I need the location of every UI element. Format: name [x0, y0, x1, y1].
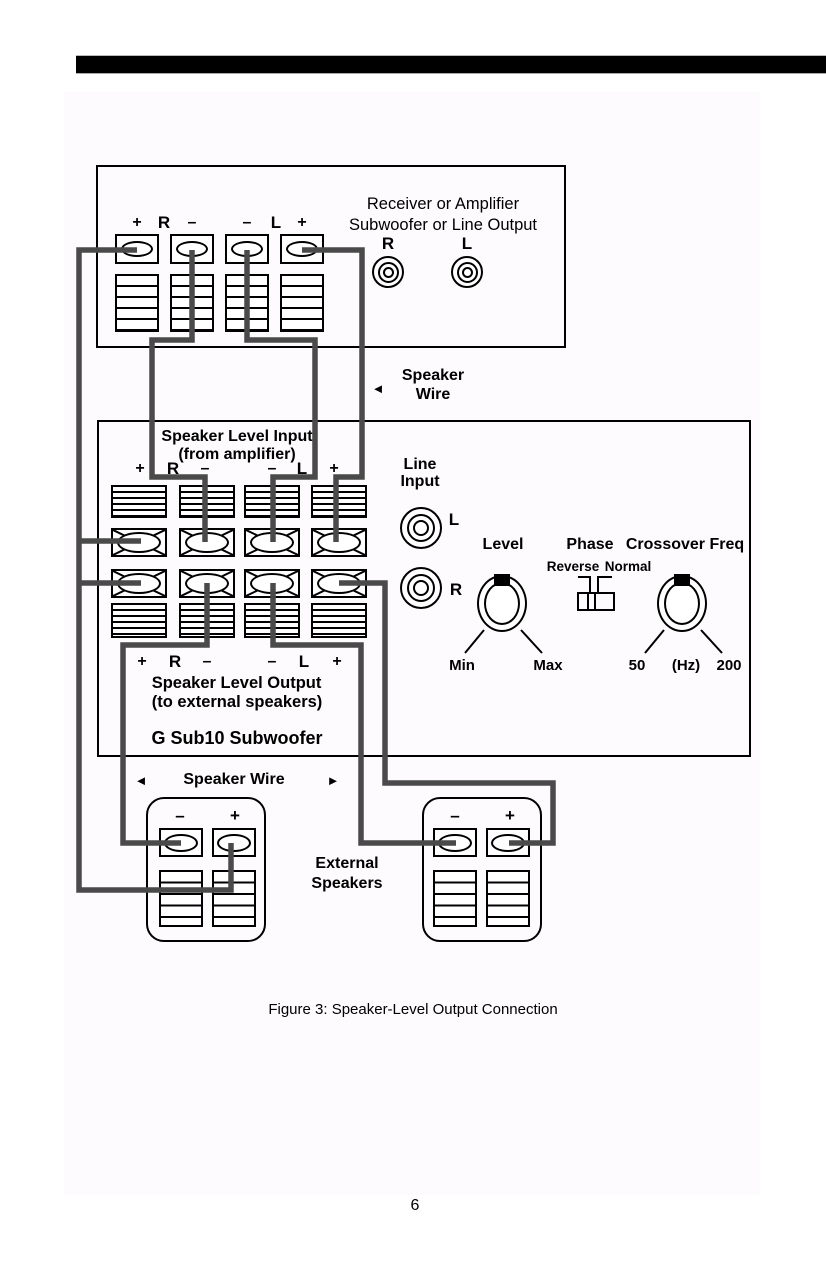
subwoofer-model-label: G Sub10 Subwoofer	[151, 728, 323, 748]
left-speaker-strip	[159, 870, 203, 927]
sub-output-label: –	[267, 653, 277, 670]
line-input-jack-right	[400, 567, 442, 609]
amp-binding-post-2	[170, 234, 214, 264]
amp-terminal-strip	[225, 274, 269, 332]
left-speaker-strip	[212, 870, 256, 927]
amp-terminal-label: +	[132, 214, 142, 231]
phase-switch	[577, 592, 615, 611]
level-max-label: Max	[533, 657, 563, 674]
sub-output-terminal-4	[311, 569, 367, 598]
sub-output-strip	[179, 603, 235, 638]
left-speaker-pos-label: +	[230, 806, 240, 825]
page-number: 6	[410, 1197, 420, 1214]
amp-terminal-strip	[280, 274, 324, 332]
figure-caption: Figure 3: Speaker-Level Output Connection	[268, 1001, 558, 1018]
sub-input-terminal-2	[179, 528, 235, 557]
phase-reverse-label: Reverse	[546, 559, 600, 574]
sub-input-label: +	[329, 460, 339, 477]
crossover-min-label: 50	[628, 657, 646, 674]
right-speaker-strip	[433, 870, 477, 927]
amp-terminal-label: +	[297, 214, 307, 231]
line-input-left-label: L	[448, 510, 460, 529]
amplifier-box	[96, 165, 566, 348]
line-input-right-label: R	[449, 580, 463, 599]
speaker-wire-bottom-label: Speaker Wire	[183, 771, 285, 788]
sub-input-terminal-1	[111, 528, 167, 557]
sub-input-strip	[179, 485, 235, 518]
sub-output-terminal-1	[111, 569, 167, 598]
crossover-max-label: 200	[716, 657, 742, 674]
phase-normal-label: Normal	[604, 559, 652, 574]
level-min-label: Min	[449, 657, 475, 674]
speaker-wire-top-label: Speaker Wire	[401, 367, 465, 403]
sub-output-label: +	[137, 653, 147, 670]
left-speaker-neg-post	[159, 828, 203, 857]
phase-label: Phase	[566, 536, 614, 553]
sub-output-strip	[111, 603, 167, 638]
line-input-title: Line Input	[400, 456, 440, 490]
amp-rca-right-label: R	[381, 234, 395, 253]
sub-input-label: L	[296, 459, 308, 478]
amp-terminal-strip	[115, 274, 159, 332]
speaker-level-output-title: Speaker Level Output (to external speakers)	[151, 674, 323, 711]
speaker-level-input-title: Speaker Level Input (from amplifier)	[161, 428, 313, 463]
sub-output-label: +	[332, 653, 342, 670]
crossover-label: Crossover Freq	[625, 536, 745, 553]
header-bar	[76, 55, 826, 74]
amp-terminal-label: –	[242, 214, 252, 231]
sub-input-strip	[111, 485, 167, 518]
sub-input-terminal-4	[311, 528, 367, 557]
level-knob-inner	[484, 582, 520, 625]
crossover-knob-indicator	[674, 574, 690, 586]
sub-output-label: L	[298, 652, 310, 671]
amp-rca-jack-left	[451, 256, 483, 288]
amp-terminal-label: –	[187, 214, 197, 231]
sub-output-terminal-3	[244, 569, 300, 598]
amp-terminal-strip	[170, 274, 214, 332]
amp-binding-post-3	[225, 234, 269, 264]
sub-output-strip	[244, 603, 300, 638]
sub-input-strip	[244, 485, 300, 518]
crossover-knob-inner	[664, 582, 700, 625]
amp-rca-jack-right	[372, 256, 404, 288]
left-speaker-neg-label: –	[175, 806, 185, 825]
amp-terminal-label: R	[157, 213, 171, 232]
right-speaker-strip	[486, 870, 530, 927]
left-speaker-pos-post	[212, 828, 256, 857]
amp-terminal-label: L	[270, 213, 282, 232]
sub-input-label: –	[200, 460, 210, 477]
right-speaker-neg-label: –	[450, 806, 460, 825]
left-arrow-icon: ◄	[134, 773, 148, 788]
amp-title: Receiver or Amplifier Subwoofer or Line Output	[348, 195, 538, 234]
line-input-jack-left	[400, 507, 442, 549]
left-arrow-icon: ◄	[371, 381, 385, 396]
right-speaker-pos-label: +	[505, 806, 515, 825]
amp-binding-post-1	[115, 234, 159, 264]
external-speakers-label: External Speakers	[311, 855, 383, 892]
sub-input-label: –	[267, 460, 277, 477]
sub-input-label: R	[166, 459, 180, 478]
right-speaker-neg-post	[433, 828, 477, 857]
sub-output-label: R	[168, 652, 182, 671]
crossover-unit-label: (Hz)	[671, 657, 701, 674]
level-label: Level	[482, 536, 524, 553]
sub-input-label: +	[135, 460, 145, 477]
level-knob-indicator	[494, 574, 510, 586]
sub-output-strip	[311, 603, 367, 638]
sub-output-terminal-2	[179, 569, 235, 598]
sub-output-label: –	[202, 653, 212, 670]
amp-rca-left-label: L	[461, 234, 473, 253]
sub-input-terminal-3	[244, 528, 300, 557]
sub-input-strip	[311, 485, 367, 518]
amp-binding-post-4	[280, 234, 324, 264]
right-arrow-icon: ►	[326, 773, 340, 788]
right-speaker-pos-post	[486, 828, 530, 857]
